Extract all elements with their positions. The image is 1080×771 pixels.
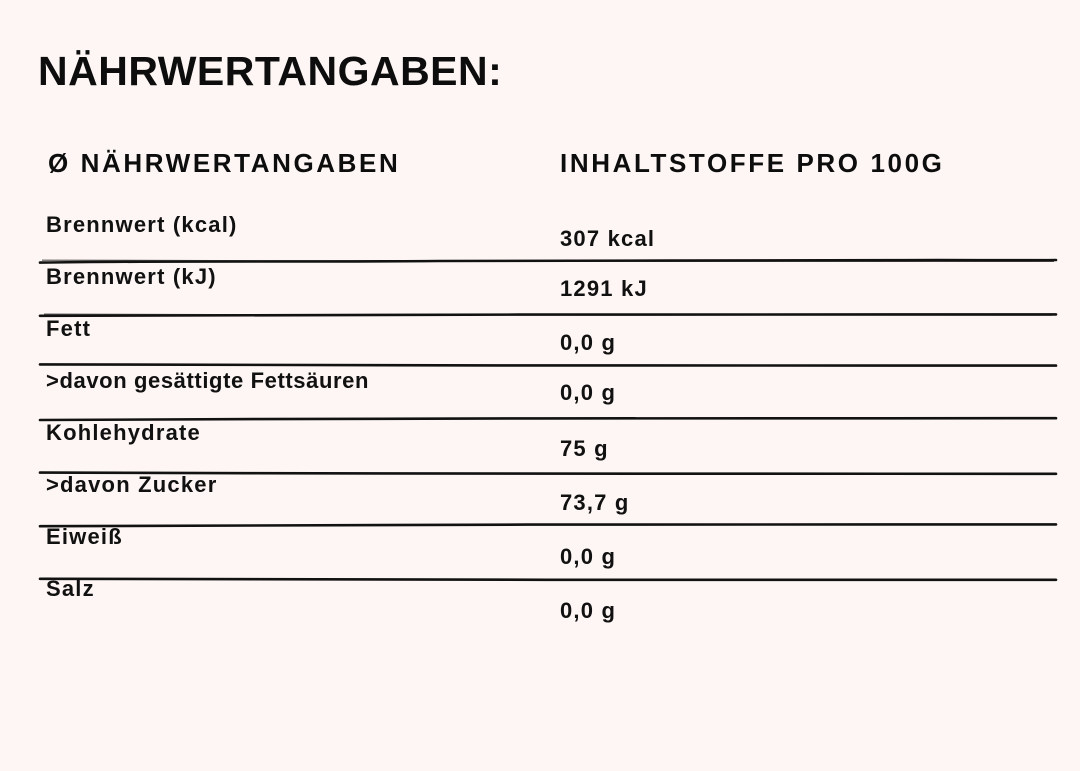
row-label: Kohlehydrate — [46, 420, 201, 445]
row-label: Fett — [46, 316, 92, 341]
row-value: 307 kcal — [560, 226, 656, 251]
row-label: Brennwert (kJ) — [46, 264, 217, 289]
page-title: NÄHRWERTANGABEN: — [38, 48, 503, 94]
table-row — [38, 418, 1058, 470]
table-row — [38, 522, 1058, 574]
row-value: 75 g — [560, 436, 609, 461]
row-value: 0,0 g — [560, 380, 617, 405]
table-row — [38, 210, 1058, 262]
row-value: 1291 kJ — [560, 276, 648, 301]
row-label: Salz — [46, 576, 95, 601]
row-label: >davon gesättigte Fettsäuren — [46, 368, 370, 393]
table-row — [38, 470, 1058, 522]
nutrition-table — [38, 138, 1058, 626]
row-value: 0,0 g — [560, 544, 617, 569]
table-row — [38, 262, 1058, 314]
column-header-per-100g: INHALTSTOFFE PRO 100G — [560, 148, 945, 178]
row-value: 0,0 g — [560, 330, 617, 355]
table-row — [38, 366, 1058, 418]
row-label: Eiweiß — [46, 524, 123, 549]
row-label: Brennwert (kcal) — [46, 212, 238, 237]
row-value: 0,0 g — [560, 598, 617, 623]
table-body — [38, 210, 1058, 626]
column-header-nutrients: Ø NÄHRWERTANGABEN — [48, 148, 401, 178]
table-row — [38, 314, 1058, 366]
row-value: 73,7 g — [560, 490, 630, 515]
row-label: >davon Zucker — [46, 472, 218, 497]
table-row — [38, 574, 1058, 626]
table-header-row — [38, 138, 1058, 202]
